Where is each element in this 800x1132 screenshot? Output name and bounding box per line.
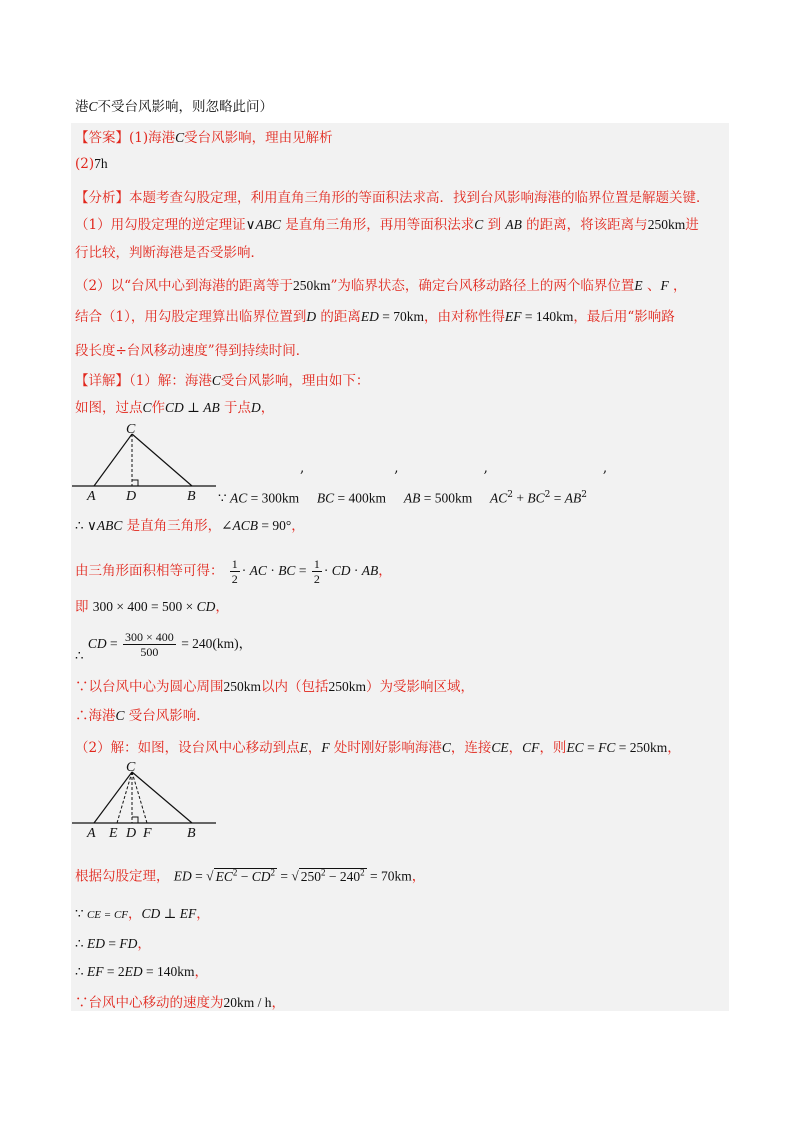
label-F: F bbox=[143, 826, 152, 840]
detail-line-2: 如图，过点C作CD ⊥ AB 于点D， bbox=[75, 400, 275, 416]
label-A: A bbox=[87, 826, 96, 840]
triangle-figure-1 bbox=[70, 420, 220, 505]
label-A: A bbox=[87, 489, 96, 504]
detail-area-equation: 由三角形面积相等可得： $\frac{1}{2}$ · AC · BC = $\frac{1}{2}$ · CD · AB， bbox=[75, 557, 392, 586]
detail-conclusion-1: ∴海港C 受台风影响． bbox=[75, 708, 210, 724]
analysis-line: 【分析】本题考查勾股定理，利用直角三角形的等面积法求高．找到台风影响海港的临界位置是解题关键． bbox=[75, 190, 710, 206]
detail-ed-fd: ∴ ED = FD， bbox=[75, 936, 151, 952]
label-C: C bbox=[126, 760, 136, 775]
detail-part2-intro: （2）解：如图，设台风中心移动到点E，F 处时刚好影响海港C，连接CE，CF，则EC = FC = 250km， bbox=[75, 740, 681, 756]
analysis-part2-c: 段长度÷台风移动速度”得到持续时间． bbox=[75, 343, 310, 359]
detail-right-triangle: ∴ ∨ABC 是直角三角形，∠ACB = 90°， bbox=[75, 518, 305, 534]
detail-affected-region: ∵以台风中心为圆心周围250km以内（包括250km）为受影响区域， bbox=[75, 679, 475, 695]
detail-given-values: ∵ AC = 300km BC = 400km AB = 500km $AC^2 + BC^2 = AB^2$ bbox=[218, 490, 587, 506]
detail-symmetry-given: ∵ CE = CF，CD ⊥ EF， bbox=[75, 906, 210, 922]
analysis-part1-b: 行比较，判断海港是否受影响． bbox=[75, 245, 264, 261]
detail-line-1: 【详解】（1）解：海港C受台风影响，理由如下： bbox=[75, 373, 370, 389]
triangle-figure-2 bbox=[70, 760, 220, 840]
label-B: B bbox=[187, 489, 196, 504]
answer-line-1: 【答案】(1)海港C受台风影响，理由见解析 bbox=[75, 130, 333, 146]
label-D: D bbox=[126, 489, 137, 504]
detail-ef-value: ∴ EF = 2ED = 140km， bbox=[75, 964, 208, 980]
detail-substitution: 即 300 × 400 = 500 × CD， bbox=[75, 599, 229, 615]
analysis-part1-a: （1）用勾股定理的逆定理证∨ABC 是直角三角形，再用等面积法求C 到 AB 的距离，将该距离与250km进 bbox=[75, 217, 699, 233]
detail-cd-value: ∴ CD = $\frac{300 \times 400}{500}$ = 240(km)， bbox=[75, 630, 253, 663]
label-D: D bbox=[126, 826, 137, 840]
detail-speed: ∵台风中心移动的速度为20km / h， bbox=[75, 995, 286, 1011]
analysis-part2-a: （2）以“台风中心到海港的距离等于250km”为临界状态，确定台风移动路径上的两个临界位置E 、F ， bbox=[75, 278, 687, 294]
label-B: B bbox=[187, 826, 196, 840]
label-C: C bbox=[126, 422, 136, 437]
detail-pythagoras: 根据勾股定理， ED = √ $EC^2 - CD^2$ = √ $250^2 - 240^2 = 70km$， bbox=[75, 867, 426, 885]
question-tail: 港C不受台风影响，则忽略此问） bbox=[75, 99, 274, 115]
analysis-part2-b: 结合（1），用勾股定理算出临界位置到D 的距离ED = 70km，由对称性得EF = 140km，最后用“影响路 bbox=[75, 309, 675, 325]
comma-marks: , , , , bbox=[300, 460, 608, 476]
answer-line-2: (2)7h bbox=[75, 156, 108, 172]
label-E: E bbox=[109, 826, 118, 840]
